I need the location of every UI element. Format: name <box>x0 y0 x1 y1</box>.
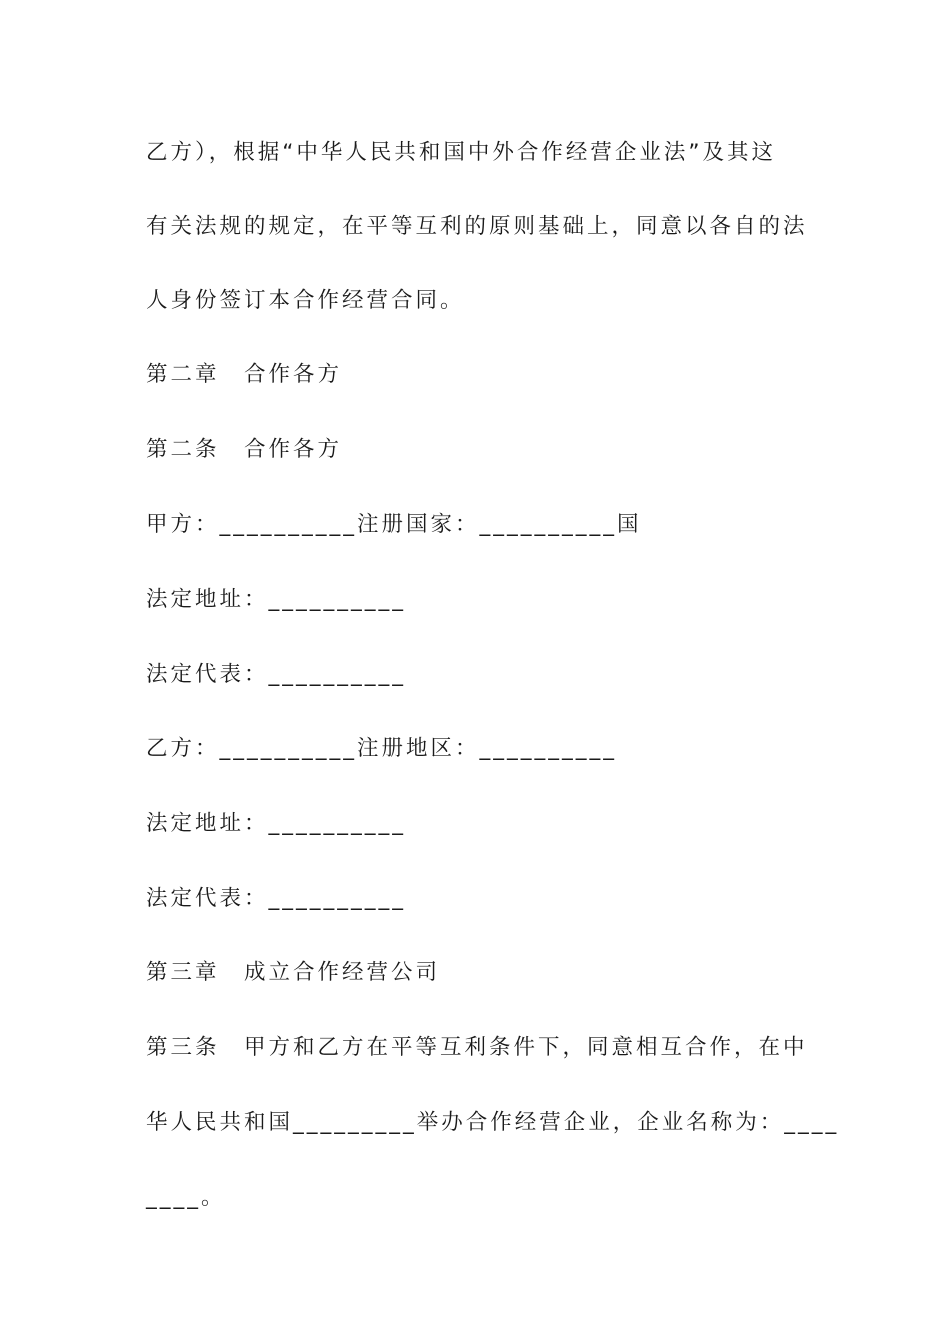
article-paragraph-line: 华人民共和国_________举办合作经营企业，企业名称为：____ <box>146 1110 840 1135</box>
chapter-heading: 第三章 成立合作经营公司 <box>146 960 441 985</box>
article-paragraph-line: 第三条 甲方和乙方在平等互利条件下，同意相互合作，在中 <box>146 1035 808 1060</box>
paragraph-line: 乙方），根据“中华人民共和国中外合作经营企业法”及其这 <box>146 140 777 165</box>
party-a-representative: 法定代表：__________ <box>146 662 407 687</box>
party-a-line: 甲方：__________注册国家：__________国 <box>146 512 642 537</box>
chapter-heading: 第二章 合作各方 <box>146 362 343 387</box>
party-a-address: 法定地址：__________ <box>146 587 407 612</box>
paragraph-line: 有关法规的规定，在平等互利的原则基础上，同意以各自的法 <box>146 214 808 239</box>
party-b-line: 乙方：__________注册地区：__________ <box>146 736 618 761</box>
paragraph-line: 人身份签订本合作经营合同。 <box>146 288 465 313</box>
article-paragraph-line: ____。 <box>146 1185 226 1210</box>
article-heading: 第二条 合作各方 <box>146 437 343 462</box>
party-b-representative: 法定代表：__________ <box>146 886 407 911</box>
party-b-address: 法定地址：__________ <box>146 811 407 836</box>
